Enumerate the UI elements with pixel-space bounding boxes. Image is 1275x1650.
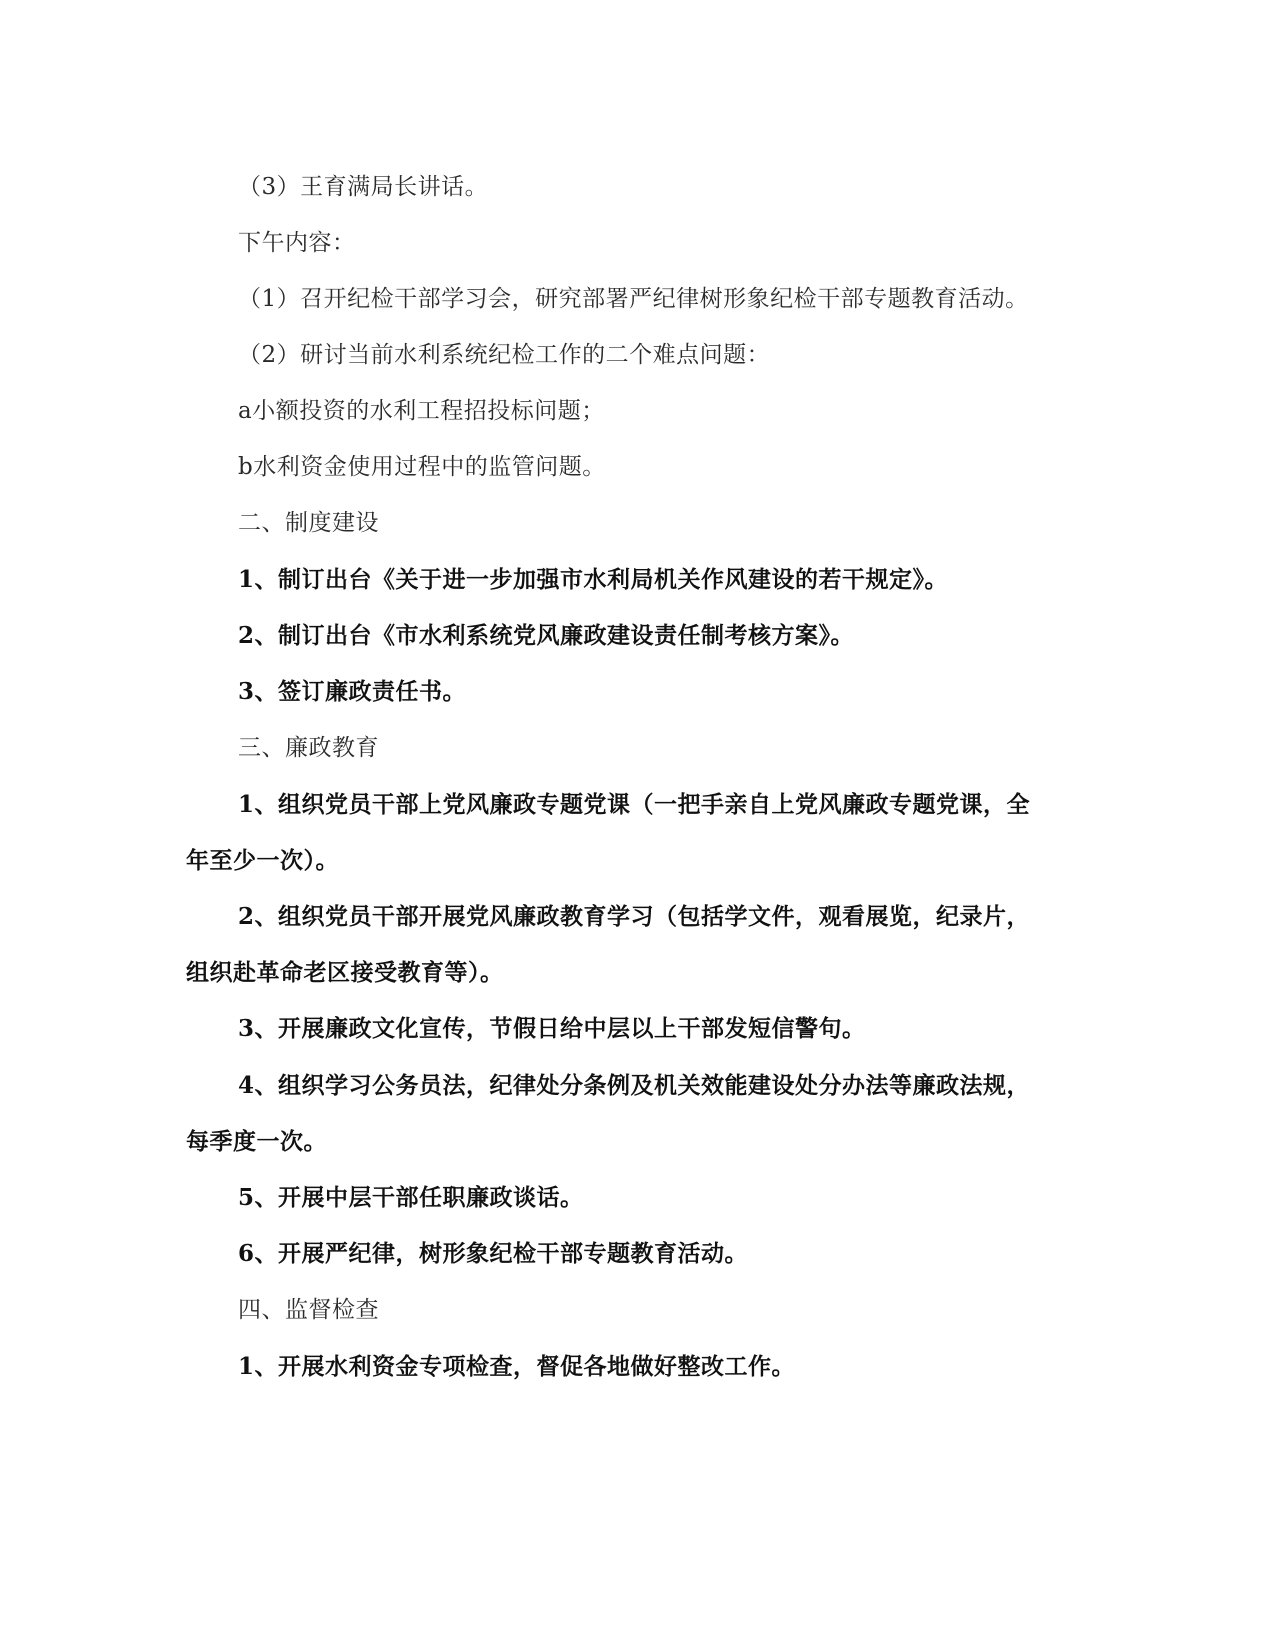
document-line: 1、制订出台《关于进一步加强市水利局机关作风建设的若干规定》。 xyxy=(238,566,949,593)
document-line: 4、组织学习公务员法，纪律处分条例及机关效能建设处分办法等廉政法规， xyxy=(238,1072,1031,1099)
document-line: 年至少一次）。 xyxy=(186,847,339,874)
section-heading: 二、制度建设 xyxy=(238,510,379,536)
document-line: 下午内容： xyxy=(238,230,356,256)
document-line: 2、组织党员干部开展党风廉政教育学习（包括学文件，观看展览，纪录片， xyxy=(238,903,1031,930)
document-line: （1）召开纪检干部学习会，研究部署严纪律树形象纪检干部专题教育活动。 xyxy=(238,286,1029,312)
document-line: 2、制订出台《市水利系统党风廉政建设责任制考核方案》。 xyxy=(238,622,855,649)
document-line: 3、签订廉政责任书。 xyxy=(238,678,467,705)
document-line: （3）王育满局长讲话。 xyxy=(238,174,489,200)
document-line: （2）研讨当前水利系统纪检工作的二个难点问题： xyxy=(238,342,771,368)
section-heading: 四、监督检查 xyxy=(238,1297,379,1323)
document-line: 3、开展廉政文化宣传，节假日给中层以上干部发短信警句。 xyxy=(238,1015,866,1042)
document-line: 每季度一次。 xyxy=(186,1128,327,1155)
document-line: 5、开展中层干部任职廉政谈话。 xyxy=(238,1184,584,1211)
document-line: b水利资金使用过程中的监管问题。 xyxy=(238,454,606,480)
document-line: 组织赴革命老区接受教育等）。 xyxy=(186,959,504,986)
document-line: a小额投资的水利工程招投标问题； xyxy=(238,398,605,424)
document-line: 6、开展严纪律，树形象纪检干部专题教育活动。 xyxy=(238,1240,749,1267)
document-line: 1、组织党员干部上党风廉政专题党课（一把手亲自上党风廉政专题党课，全 xyxy=(238,791,1031,818)
section-heading: 三、廉政教育 xyxy=(238,735,379,761)
document-line: 1、开展水利资金专项检查，督促各地做好整改工作。 xyxy=(238,1353,796,1380)
